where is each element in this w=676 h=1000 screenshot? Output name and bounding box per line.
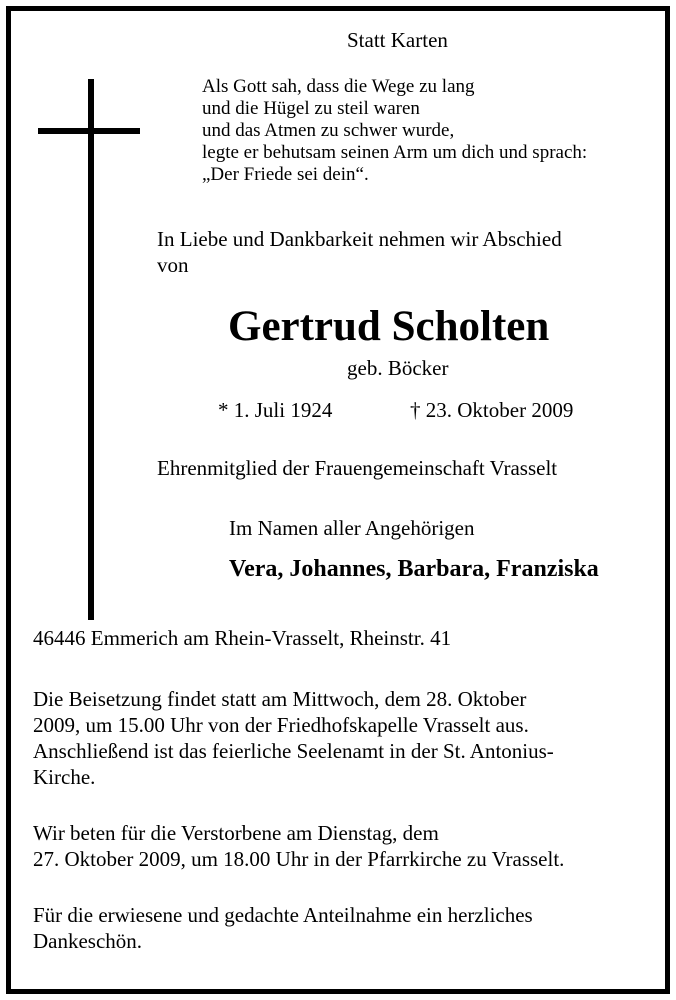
thanks-note	[33, 902, 533, 954]
poem-line: legte er behutsam seinen Arm um dich und sprach:	[202, 142, 588, 163]
poem-line: und die Hügel zu steil waren	[202, 98, 420, 119]
birth-name: geb. Böcker	[347, 356, 449, 380]
deceased-name: Gertrud Scholten	[228, 303, 550, 350]
funeral-line: Kirche.	[33, 765, 96, 789]
poem-line: „Der Friede sei dein“.	[202, 164, 369, 185]
poem	[202, 76, 587, 186]
mourners-intro: Im Namen aller Angehörigen	[229, 516, 475, 540]
mourners-names: Vera, Johannes, Barbara, Franziska	[229, 556, 599, 582]
farewell-line: In Liebe und Dankbarkeit nehmen wir Abschied	[157, 227, 562, 251]
funeral-line: Anschließend ist das feierliche Seelenamt in der St. Antonius-	[33, 739, 554, 763]
funeral-line: Die Beisetzung findet statt am Mittwoch, dem 28. Oktober	[33, 687, 527, 711]
address: 46446 Emmerich am Rhein-Vrasselt, Rheinstr. 41	[33, 626, 452, 650]
farewell-line: von	[157, 253, 189, 277]
statt-karten-heading: Statt Karten	[347, 28, 448, 52]
birth-date: * 1. Juli 1924	[218, 398, 333, 422]
death-date: † 23. Oktober 2009	[410, 398, 574, 422]
cross-icon-bar	[38, 128, 140, 134]
poem-line: und das Atmen zu schwer wurde,	[202, 120, 455, 141]
poem-line: Als Gott sah, dass die Wege zu lang	[202, 76, 475, 97]
funeral-info	[33, 686, 554, 790]
thanks-line: Dankeschön.	[33, 929, 143, 953]
thanks-line: Für die erwiesene und gedachte Anteilnahme ein herzliches	[33, 903, 533, 927]
prayer-info	[33, 820, 564, 872]
funeral-line: 2009, um 15.00 Uhr von der Friedhofskapelle Vrasselt aus.	[33, 713, 529, 737]
prayer-line: 27. Oktober 2009, um 18.00 Uhr in der Pfarrkirche zu Vrasselt.	[33, 847, 565, 871]
cross-icon	[88, 79, 94, 620]
prayer-line: Wir beten für die Verstorbene am Dienstag, dem	[33, 821, 439, 845]
membership-note: Ehrenmitglied der Frauengemeinschaft Vrasselt	[157, 456, 558, 480]
